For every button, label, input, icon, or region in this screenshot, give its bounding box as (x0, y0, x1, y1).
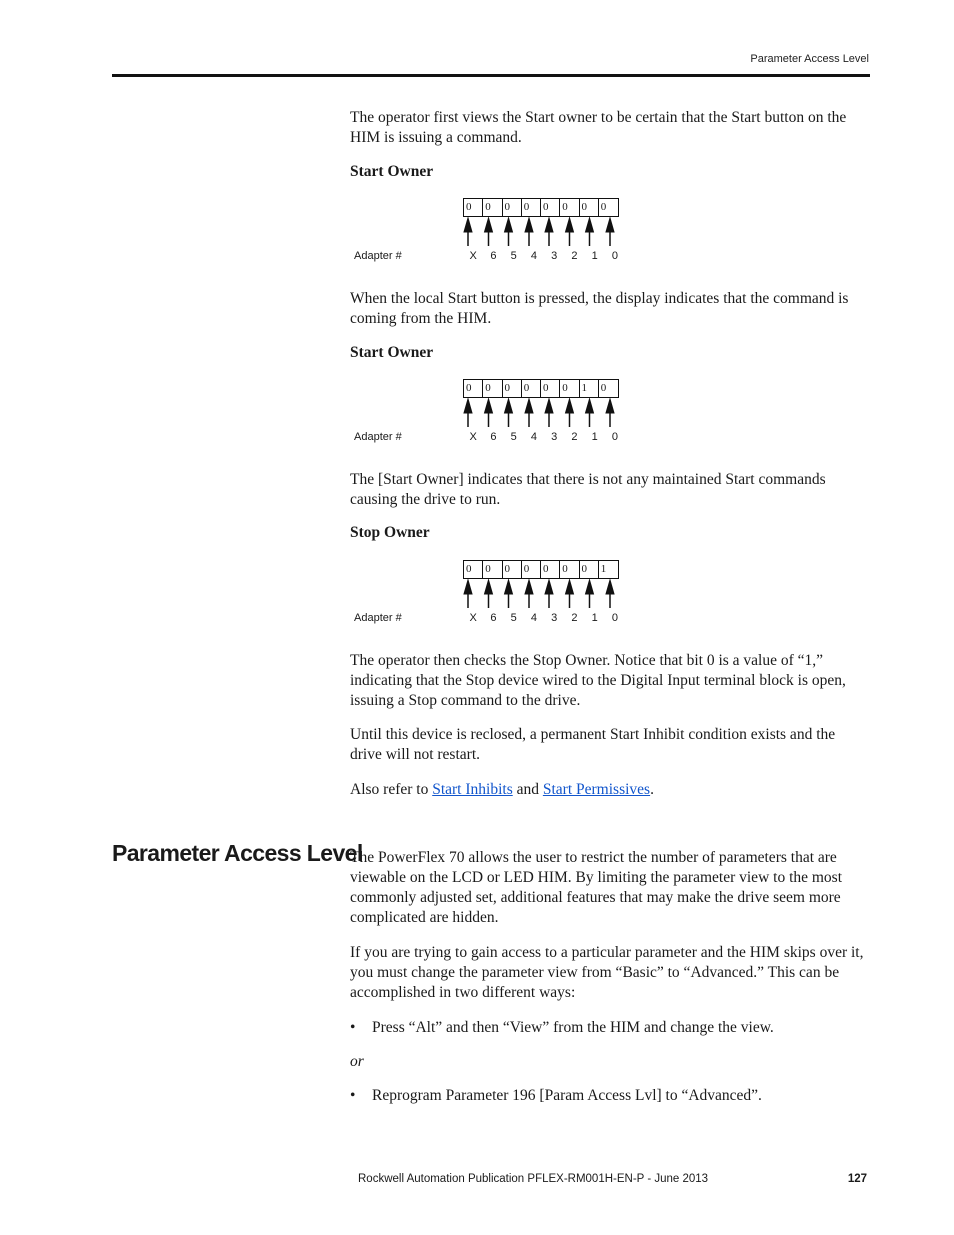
adapter-number: 4 (530, 431, 537, 443)
adapter-number: 0 (611, 250, 618, 262)
arrow-up-icons (463, 397, 633, 429)
start-inhibits-link[interactable]: Start Inhibits (432, 781, 513, 798)
arrow-up-icon (545, 218, 553, 246)
arrow-up-icon (566, 580, 574, 608)
bit-cell: 0 (464, 380, 483, 397)
arrow-up-icon (606, 399, 614, 427)
arrow-up-icon (586, 399, 594, 427)
adapter-number: X (469, 431, 477, 443)
adapter-number: X (469, 250, 477, 262)
bit-cell: 0 (580, 561, 599, 578)
bit-cell: 0 (483, 380, 502, 397)
arrow-up-icon (525, 218, 533, 246)
bullet-icon: • (350, 1087, 356, 1104)
adapter-number: 5 (510, 431, 517, 443)
bit-cell: 0 (464, 199, 483, 216)
arrow-up-icon (464, 218, 472, 246)
adapter-number: 3 (551, 431, 558, 443)
arrow-up-icon (606, 580, 614, 608)
bit-cell: 0 (600, 201, 607, 213)
adapter-number: 1 (591, 250, 598, 262)
paragraph-reclosed: Until this device is reclosed, a permanent Start Inhibit condition exists and the drive will not restart. (350, 726, 836, 763)
bit-cell: 1 (580, 380, 599, 397)
adapter-number: 5 (510, 612, 517, 624)
figure-1-bit-diagram (350, 198, 650, 278)
figure-2-label: Start Owner (350, 344, 434, 361)
figure-3-bit-diagram (350, 560, 650, 640)
arrow-up-icon (545, 580, 553, 608)
bit-cell: 0 (522, 380, 541, 397)
adapter-number: 2 (571, 250, 578, 262)
adapter-number: 4 (530, 250, 537, 262)
figure-2-bit-diagram (350, 379, 650, 459)
adapter-label: Adapter # (354, 250, 402, 262)
bit-cell: 0 (541, 380, 560, 397)
arrow-up-icon (505, 399, 513, 427)
bit-register (463, 379, 619, 398)
adapter-number: 6 (490, 612, 497, 624)
adapter-number: 1 (591, 612, 598, 624)
arrow-up-icon (485, 399, 493, 427)
adapter-number: 5 (510, 250, 517, 262)
arrow-up-icon (525, 399, 533, 427)
arrow-up-icon (485, 218, 493, 246)
adapter-number: 0 (611, 612, 618, 624)
bit-cell: 0 (600, 382, 607, 394)
adapter-numbers (463, 612, 625, 624)
arrow-up-icon (586, 218, 594, 246)
bit-cell: 0 (522, 561, 541, 578)
bit-cell: 0 (560, 561, 579, 578)
arrow-up-icon (485, 580, 493, 608)
arrow-up-icon (566, 218, 574, 246)
adapter-number: 2 (571, 431, 578, 443)
bit-cell: 0 (503, 561, 522, 578)
adapter-number: 6 (490, 431, 497, 443)
adapter-number: 6 (490, 250, 497, 262)
also-refer-middle: and (512, 781, 543, 798)
arrow-up-icon (464, 580, 472, 608)
bit-cell: 0 (541, 561, 560, 578)
adapter-number: 2 (571, 612, 578, 624)
bit-cell: 0 (464, 561, 483, 578)
arrow-up-icon (586, 580, 594, 608)
footer-publication: Rockwell Automation Publication PFLEX-RM001H-EN-P - June 2013 (358, 1173, 709, 1185)
arrow-up-icon (525, 580, 533, 608)
intro-paragraph: The operator first views the Start owner to be certain that the Start button on the HIM is issuing a command. (350, 109, 847, 146)
adapter-number: 4 (530, 612, 537, 624)
bullet-text: Reprogram Parameter 196 [Param Access Lvl] to “Advanced”. (372, 1087, 762, 1104)
paragraph-after-figure-2: The [Start Owner] indicates that there is not any maintained Start commands causing the drive to run. (350, 471, 826, 508)
adapter-number: X (469, 612, 477, 624)
bullet-text: Press “Alt” and then “View” from the HIM and change the view. (372, 1019, 774, 1036)
adapter-label: Adapter # (354, 612, 402, 624)
adapter-label: Adapter # (354, 431, 402, 443)
paragraph-after-figure-1: When the local Start button is pressed, the display indicates that the command is coming from the HIM. (350, 290, 849, 327)
bit-cell: 1 (600, 563, 607, 575)
bit-cell: 0 (560, 380, 579, 397)
page-number: 127 (847, 1173, 867, 1185)
bit-cell: 0 (483, 199, 502, 216)
arrow-up-icon (505, 580, 513, 608)
adapter-number: 1 (591, 431, 598, 443)
adapter-number: 3 (551, 250, 558, 262)
paragraph-after-figure-3: The operator then checks the Stop Owner. Notice that bit 0 is a value of “1,” indicating that the Stop device wired to the Digital Input terminal block is open, issuing a Stop command to the drive. (350, 652, 846, 709)
bit-cell: 0 (503, 199, 522, 216)
header-rule (112, 74, 870, 77)
bit-register (463, 560, 619, 579)
bit-cell: 0 (541, 199, 560, 216)
adapter-number: 3 (551, 612, 558, 624)
bit-cell: 0 (522, 199, 541, 216)
figure-1-label: Start Owner (350, 163, 434, 180)
bullet-icon: • (350, 1019, 356, 1036)
also-refer-prefix: Also refer to (350, 781, 433, 798)
adapter-numbers (463, 250, 625, 262)
start-permissives-link[interactable]: Start Permissives (542, 781, 651, 798)
also-refer-paragraph (350, 780, 870, 800)
arrow-up-icon (464, 399, 472, 427)
bit-cell: 0 (580, 199, 599, 216)
section-paragraph-2: If you are trying to gain access to a particular parameter and the HIM skips over it, you must change the parameter view from “Basic” to “Advanced.” This can be accomplished in two different ways: (350, 944, 864, 1001)
section-paragraph-1: The PowerFlex 70 allows the user to restrict the number of parameters that are viewable on the LCD or LED HIM. By limiting the parameter view to the most commonly adjusted set, additional features that may make the drive seem more complicated are hidden. (350, 849, 843, 926)
figure-3-label: Stop Owner (350, 524, 430, 541)
bit-register (463, 198, 619, 217)
adapter-numbers (463, 431, 625, 443)
arrow-up-icon (566, 399, 574, 427)
adapter-number: 0 (611, 431, 618, 443)
arrow-up-icon (606, 218, 614, 246)
section-heading: Parameter Access Level (112, 840, 363, 866)
arrow-up-icon (545, 399, 553, 427)
also-refer-suffix: . (650, 781, 654, 798)
running-header: Parameter Access Level (750, 53, 869, 65)
bit-cell: 0 (560, 199, 579, 216)
or-separator: or (350, 1053, 364, 1070)
arrow-up-icons (463, 216, 633, 248)
bit-cell: 0 (503, 380, 522, 397)
arrow-up-icon (505, 218, 513, 246)
bit-cell: 0 (483, 561, 502, 578)
arrow-up-icons (463, 578, 633, 610)
